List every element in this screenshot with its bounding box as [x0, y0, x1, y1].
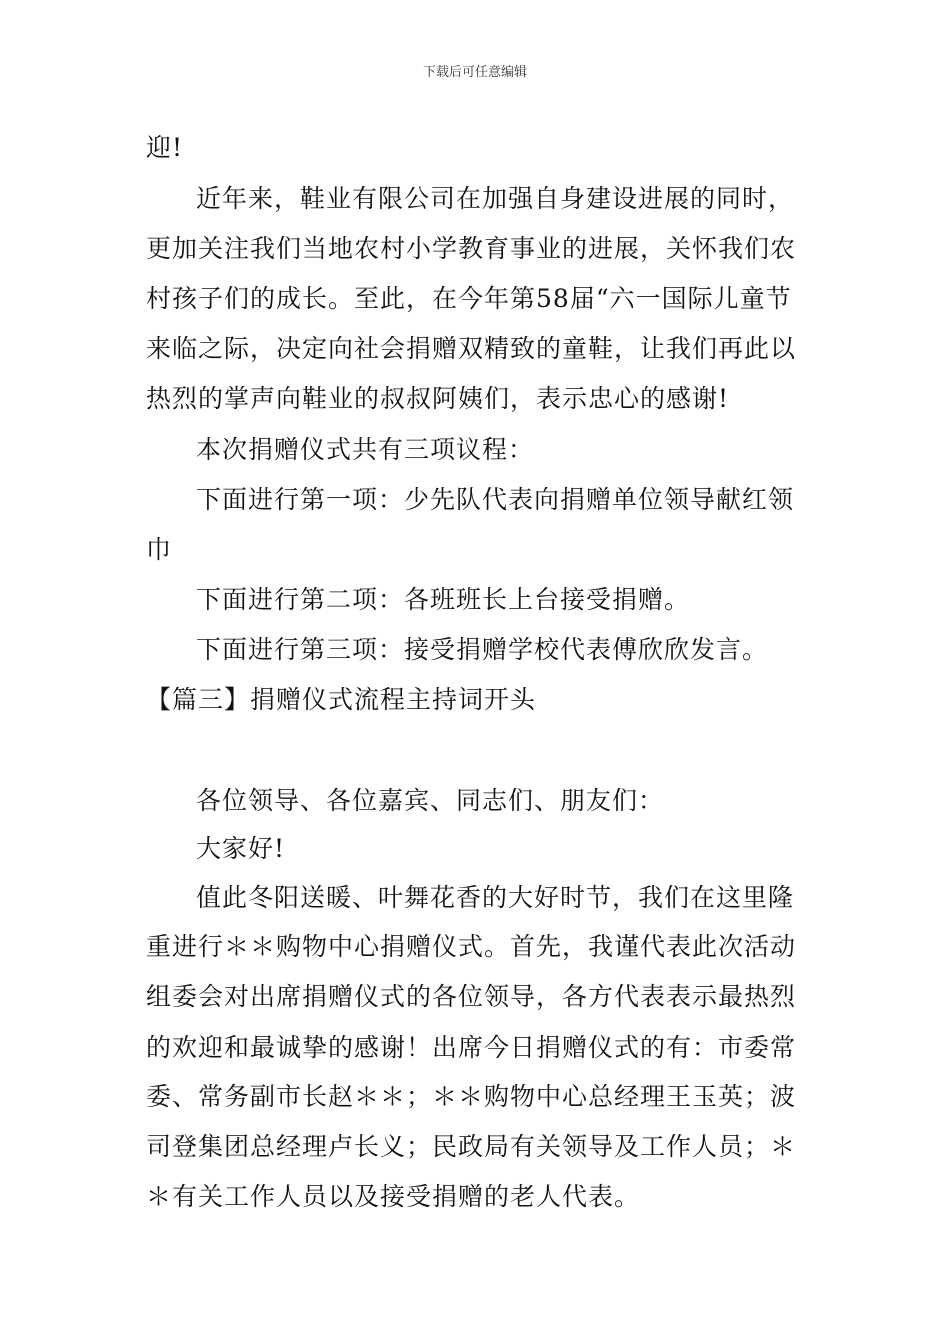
paragraph-line: 委、常务副市长赵＊＊；＊＊购物中心总经理王玉英；波: [146, 1082, 797, 1111]
paragraph-line: 热烈的掌声向鞋业的叔叔阿姨们，表示忠心的感谢!: [146, 384, 730, 413]
paragraph-line: 组委会对出席捐赠仪式的各位领导，各方代表表示最热烈: [146, 982, 797, 1011]
paragraph-line: 来临之际，决定向社会捐赠双精致的童鞋，让我们再此以: [146, 334, 797, 363]
paragraph-line: 重进行＊＊购物中心捐赠仪式。首先，我谨代表此次活动: [146, 932, 797, 961]
paragraph-line: 近年来，鞋业有限公司在加强自身建设进展的同时，: [196, 184, 795, 213]
page-header: 下载后可任意编辑: [422, 65, 527, 80]
paragraph-line: 的欢迎和最诚挚的感谢！出席今日捐赠仪式的有：市委常: [146, 1033, 797, 1062]
paragraph-line: 村孩子们的成长。至此，在今年第58届“六一国际儿童节: [146, 284, 792, 313]
paragraph-line: 巾: [146, 535, 173, 564]
paragraph-line: 下面进行第三项：接受捐赠学校代表傅欣欣发言。: [196, 635, 769, 664]
paragraph-line: 各位领导、各位嘉宾、同志们、朋友们：: [196, 786, 665, 815]
paragraph-line: 司登集团总经理卢长义；民政局有关领导及工作人员；＊: [146, 1132, 797, 1161]
paragraph-line: 大家好!: [196, 834, 286, 863]
paragraph-line: ＊有关工作人员以及接受捐赠的老人代表。: [146, 1182, 641, 1211]
paragraph-line: 值此冬阳送暖、叶舞花香的大好时节，我们在这里隆: [196, 883, 795, 912]
paragraph-line: 迎!: [146, 133, 184, 162]
paragraph-line: 本次捐赠仪式共有三项议程：: [196, 435, 535, 464]
section-heading: 【篇三】捐赠仪式流程主持词开头: [146, 685, 537, 714]
paragraph-line: 下面进行第一项：少先队代表向捐赠单位领导献红领: [196, 485, 795, 514]
paragraph-line: 下面进行第二项：各班班长上台接受捐赠。: [196, 585, 691, 614]
paragraph-line: 更加关注我们当地农村小学教育事业的进展，关怀我们农: [146, 234, 797, 263]
